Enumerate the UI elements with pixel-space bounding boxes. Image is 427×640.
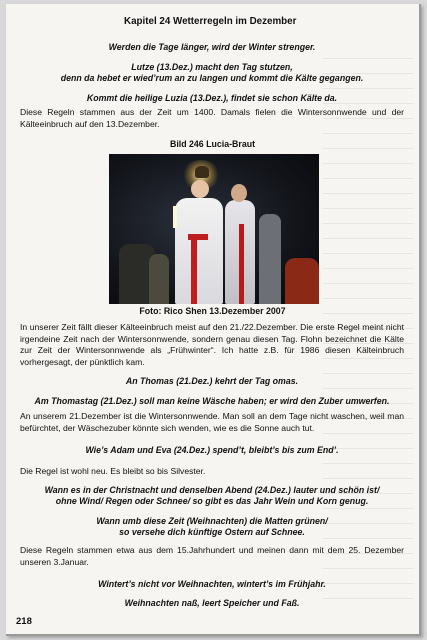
lucia-bride-photo [109, 154, 319, 304]
page-number: 218 [16, 616, 32, 627]
weather-rule-7a: Wann es in der Christnacht und denselben Abend (24.Dez.) lauter und schön ist/ [44, 485, 380, 495]
photo-credit: Foto: Rico Shen 13.Dezember 2007 [139, 306, 286, 316]
candle-crown [195, 166, 209, 178]
weather-rule-6: Wie’s Adam und Eva (24.Dez.) spend’t, bleibt’s bis zum End’. [85, 445, 339, 455]
lucia-face [191, 180, 209, 198]
handheld-candle [173, 206, 177, 228]
weather-rule-9: Wintert’s nicht vor Weihnachten, wintert’s im Frühjahr. [98, 579, 326, 589]
weather-rule-7b: ohne Wind/ Regen oder Schnee/ so gibt es das Jahr Wein und Korn genug. [55, 496, 369, 506]
weather-rule-10: Weihnachten naß, leert Speicher und Faß. [124, 598, 300, 608]
weather-rule-5: Am Thomastag (21.Dez.) soll man keine Wäsche haben; er wird den Zuber umwerfen. [34, 396, 390, 406]
spectator-red-coat [285, 258, 319, 304]
weather-rule-2a: Lutze (13.Dez.) macht den Tag stutzen, [131, 62, 293, 72]
attendant-red-ribbon [239, 224, 244, 304]
paragraph-solstice: An unserem 21.Dezember ist die Wintersonnwende. Man soll an dem Tage nicht waschen, weil man befürchtet, der Wäschezuber könnte sich wenden, wie es die Sonne auch tut. [20, 411, 404, 433]
weather-rule-1: Werden die Tage länger, wird der Winter strenger. [108, 42, 316, 52]
chapter-title: Kapitel 24 Wetterregeln im Dezember [124, 16, 297, 27]
red-sash-tail [191, 238, 197, 304]
book-page [6, 4, 421, 636]
weather-rule-8a: Wann umb diese Zeit (Weihnachten) die Matten grünen/ [96, 516, 328, 526]
figure-title: Bild 246 Lucia-Braut [169, 139, 256, 149]
lucia-white-dress [175, 198, 223, 304]
paragraph-origin: Diese Regeln stammen aus der Zeit um 1400. Damals fielen die Wintersonnwende und der Kälteeinbruch auf den 13.Dezember. [20, 107, 404, 129]
background-figure [259, 214, 281, 304]
paragraph-15th-century: Diese Regeln stammen etwa aus dem 15.Jahrhundert und meinen dann mit dem 25. Dezember unseren 3.Januar. [20, 545, 404, 567]
weather-rule-2b: denn da hebet er wied’rum an zu langen und kommt die Kälte gegangen. [60, 73, 364, 83]
attendant-face [231, 184, 247, 202]
weather-rule-4: An Thomas (21.Dez.) kehrt der Tag omas. [125, 376, 299, 386]
paragraph-modern-time: In unserer Zeit fällt dieser Kälteeinbruch meist auf den 21./22.Dezember. Die erste Regel meint nicht irgendeine Zeit nach der Wintersonnwende, sondern genau diesen Tag. Flohn bezeichnet die Kälte zur Zeit der Wintersonnwende als „Frühwinter“. Ich hatte z.B. für 1986 diesen Kälteinbruch vorhergesagt, der pünktlich kam. [20, 322, 404, 367]
weather-rule-8b: so versehe dich künftige Ostern auf Schnee. [119, 527, 305, 537]
paragraph-new-rule: Die Regel ist wohl neu. Es bleibt so bis Silvester. [20, 466, 206, 476]
spectator-olive [149, 254, 169, 304]
weather-rule-3: Kommt die heilige Luzia (13.Dez.), findet sie schon Kälte da. [86, 93, 338, 103]
